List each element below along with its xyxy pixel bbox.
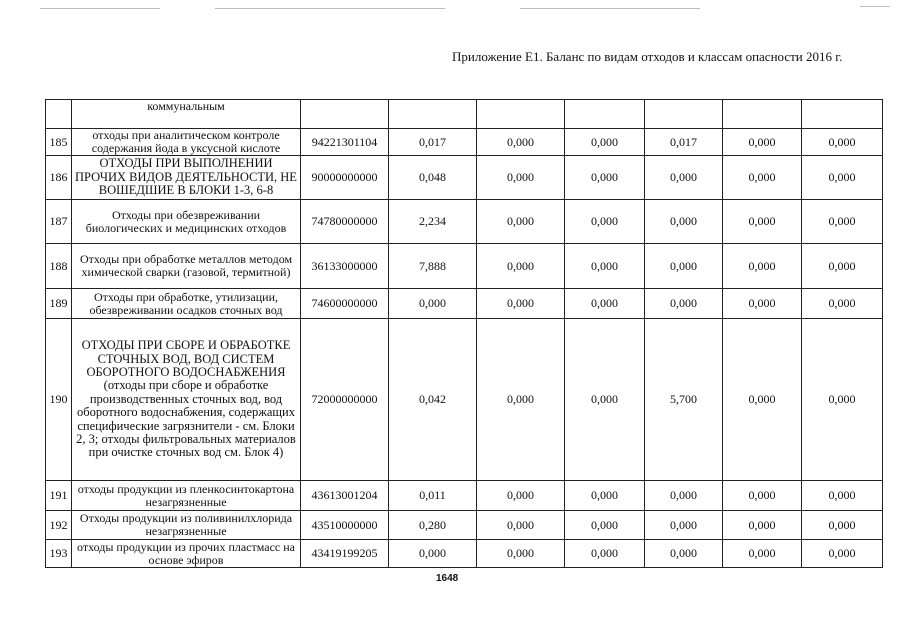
value-cell: 0,000 [802, 319, 883, 481]
value-cell: 0,000 [477, 481, 565, 511]
value-cell: 0,000 [565, 244, 645, 289]
row-number-cell: 193 [46, 540, 72, 568]
table-row [46, 289, 883, 319]
value-cell: 0,000 [389, 289, 477, 319]
waste-name-cell: ОТХОДЫ ПРИ СБОРЕ И ОБРАБОТКЕ СТОЧНЫХ ВОД, ВОД СИСТЕМ ОБОРОТНОГО ВОДОСНАБЖЕНИЯ (отходы при сборе и обработке производственных сточных вод, вод оборотного водоснабжения, содержащих специфические загрязнители - см. Блоки 2, 3; отходы фильтровальных материалов при очистке сточных вод см. Блок 4) [72, 319, 301, 481]
value-cell: 7,888 [389, 244, 477, 289]
table-row [46, 129, 883, 156]
table-row [46, 481, 883, 511]
waste-code-cell: 74600000000 [301, 289, 389, 319]
waste-code-cell: 94221301104 [301, 129, 389, 156]
row-number-cell: 192 [46, 511, 72, 540]
value-cell: 0,000 [477, 156, 565, 200]
value-cell: 0,000 [723, 511, 802, 540]
waste-name-cell: отходы продукции из прочих пластмасс на основе эфиров [72, 540, 301, 568]
value-cell: 0,000 [723, 319, 802, 481]
value-cell: 0,000 [645, 540, 723, 568]
table-row [46, 540, 883, 568]
scan-artifact [215, 8, 445, 9]
value-cell: 0,000 [723, 129, 802, 156]
value-cell [389, 100, 477, 129]
table-row [46, 244, 883, 289]
value-cell: 0,000 [477, 129, 565, 156]
value-cell: 0,048 [389, 156, 477, 200]
value-cell: 0,000 [477, 540, 565, 568]
row-number-cell: 190 [46, 319, 72, 481]
waste-name-cell: Отходы при обработке, утилизации, обезвреживании осадков сточных вод [72, 289, 301, 319]
waste-code-cell: 43510000000 [301, 511, 389, 540]
value-cell: 0,000 [477, 244, 565, 289]
value-cell: 0,011 [389, 481, 477, 511]
waste-code-cell: 43613001204 [301, 481, 389, 511]
value-cell: 0,000 [477, 200, 565, 244]
waste-name-cell: Отходы при обработке металлов методом химической сварки (газовой, термитной) [72, 244, 301, 289]
waste-name-cell: Отходы при обезвреживании биологических и медицинских отходов [72, 200, 301, 244]
row-number-cell: 186 [46, 156, 72, 200]
value-cell: 0,000 [565, 200, 645, 244]
value-cell: 0,000 [802, 200, 883, 244]
value-cell: 0,017 [645, 129, 723, 156]
value-cell: 0,000 [565, 156, 645, 200]
waste-name-cell: отходы продукции из пленкосинтокартона незагрязненные [72, 481, 301, 511]
value-cell: 0,000 [645, 244, 723, 289]
value-cell: 0,000 [802, 511, 883, 540]
waste-code-cell: 90000000000 [301, 156, 389, 200]
row-number-cell [46, 100, 72, 129]
value-cell: 2,234 [389, 200, 477, 244]
value-cell: 0,000 [477, 289, 565, 319]
row-number-cell: 191 [46, 481, 72, 511]
value-cell: 0,000 [802, 481, 883, 511]
value-cell: 0,000 [477, 511, 565, 540]
value-cell: 0,000 [802, 156, 883, 200]
table-row [46, 511, 883, 540]
value-cell [802, 100, 883, 129]
waste-code-cell: 36133000000 [301, 244, 389, 289]
waste-code-cell: 43419199205 [301, 540, 389, 568]
code-cell [301, 100, 389, 129]
waste-code-cell: 74780000000 [301, 200, 389, 244]
waste-name-cell: ОТХОДЫ ПРИ ВЫПОЛНЕНИИ ПРОЧИХ ВИДОВ ДЕЯТЕЛЬНОСТИ, НЕ ВОШЕДШИЕ В БЛОКИ 1-3, 6-8 [72, 156, 301, 200]
value-cell: 0,000 [565, 319, 645, 481]
value-cell: 0,000 [802, 540, 883, 568]
waste-name-cell: коммунальным [72, 100, 301, 129]
value-cell: 0,280 [389, 511, 477, 540]
value-cell: 0,000 [802, 289, 883, 319]
value-cell: 0,000 [723, 540, 802, 568]
value-cell: 0,000 [477, 319, 565, 481]
value-cell: 0,000 [565, 511, 645, 540]
value-cell: 0,000 [723, 156, 802, 200]
table-row [46, 319, 883, 481]
value-cell: 0,017 [389, 129, 477, 156]
value-cell: 0,042 [389, 319, 477, 481]
waste-code-cell: 72000000000 [301, 319, 389, 481]
scan-artifact [40, 8, 160, 9]
table-row [46, 100, 883, 129]
value-cell: 0,000 [645, 481, 723, 511]
value-cell: 0,000 [565, 129, 645, 156]
value-cell: 0,000 [389, 540, 477, 568]
value-cell: 0,000 [802, 129, 883, 156]
scan-artifact [520, 8, 700, 9]
value-cell [645, 100, 723, 129]
row-number-cell: 187 [46, 200, 72, 244]
value-cell: 0,000 [723, 244, 802, 289]
value-cell: 0,000 [565, 540, 645, 568]
value-cell [723, 100, 802, 129]
page-number: 1648 [436, 573, 459, 584]
waste-name-cell: отходы при аналитическом контроле содержания йода в уксусной кислоте [72, 129, 301, 156]
value-cell: 0,000 [645, 289, 723, 319]
value-cell: 0,000 [723, 481, 802, 511]
value-cell: 0,000 [645, 511, 723, 540]
value-cell: 0,000 [802, 244, 883, 289]
value-cell: 0,000 [565, 481, 645, 511]
table-row [46, 200, 883, 244]
row-number-cell: 185 [46, 129, 72, 156]
waste-name-cell: Отходы продукции из поливинилхлорида незагрязненные [72, 511, 301, 540]
value-cell: 0,000 [723, 289, 802, 319]
value-cell: 0,000 [565, 289, 645, 319]
table-row [46, 156, 883, 200]
row-number-cell: 188 [46, 244, 72, 289]
waste-balance-table [45, 99, 883, 568]
row-number-cell: 189 [46, 289, 72, 319]
value-cell: 0,000 [723, 200, 802, 244]
value-cell: 5,700 [645, 319, 723, 481]
value-cell [477, 100, 565, 129]
value-cell: 0,000 [645, 200, 723, 244]
value-cell: 0,000 [645, 156, 723, 200]
value-cell [565, 100, 645, 129]
page-title: Приложение Е1. Баланс по видам отходов и классам опасности 2016 г. [452, 49, 843, 64]
scan-artifact [860, 6, 890, 7]
